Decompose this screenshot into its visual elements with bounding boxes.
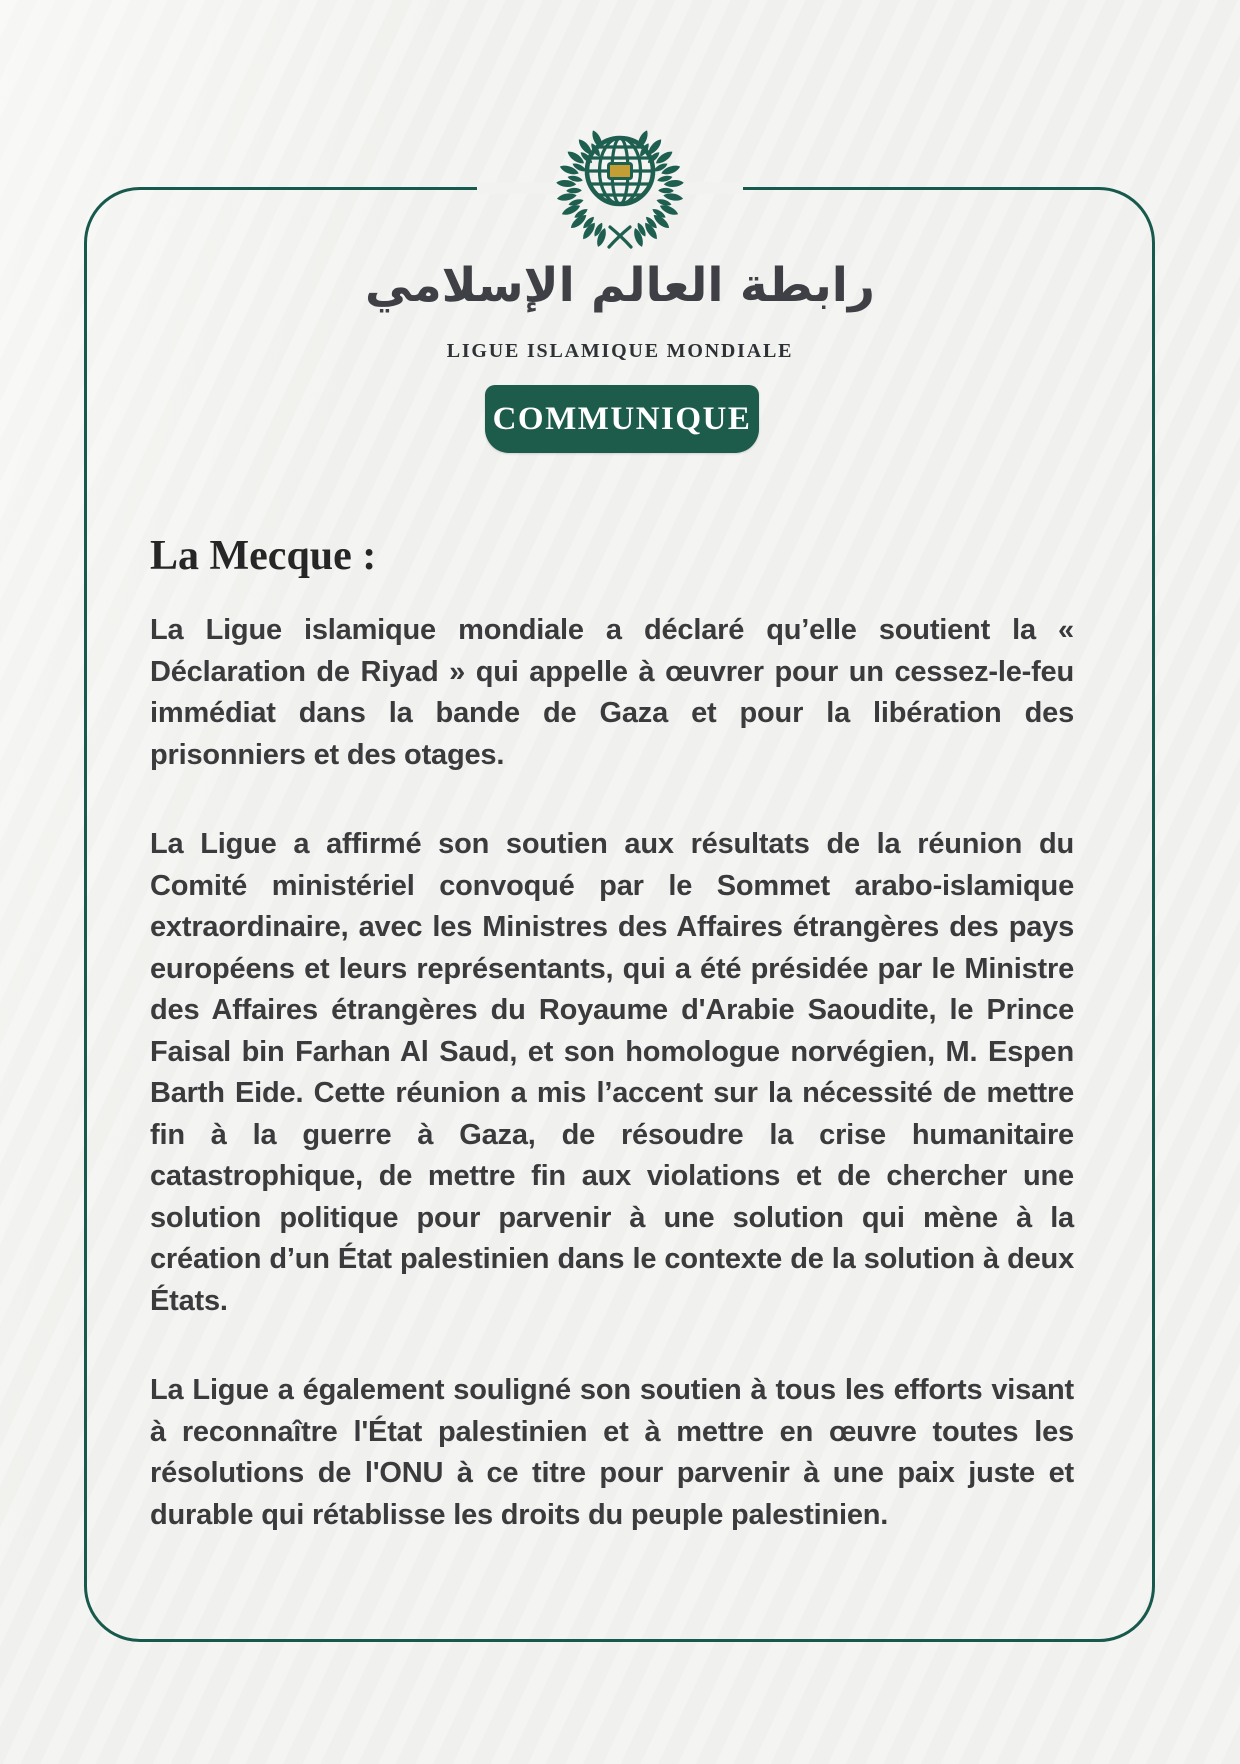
communique-badge-label: COMMUNIQUE xyxy=(492,400,752,437)
communique-badge xyxy=(485,385,759,453)
arabic-organization-name: رابطة العالم الإسلامي xyxy=(365,258,875,313)
document-body xyxy=(150,534,1074,1536)
organization-name: LIGUE ISLAMIQUE MONDIALE xyxy=(446,340,794,362)
globe-wreath-emblem-icon xyxy=(550,111,690,251)
paragraph-3: La Ligue a également souligné son soutien à tous les efforts visant à reconnaître l'État palestinien et à mettre en œuvre toutes les résolutions de l'ONU à ce titre pour parvenir à une paix juste et durable qui rétablisse les droits du peuple palestinien. xyxy=(150,1374,1074,1531)
paragraph-1: La Ligue islamique mondiale a déclaré qu’elle soutient la « Déclaration de Riyad » qui appelle à œuvrer pour un cessez-le-feu immédiat dans la bande de Gaza et pour la libération des prisonniers et des otages. xyxy=(150,614,1074,771)
paragraph-2: La Ligue a affirmé son soutien aux résultats de la réunion du Comité ministériel convoqué par le Sommet arabo-islamique extraordinaire, avec les Ministres des Affaires étrangères des pays européens et leurs représentants, qui a été présidée par le Ministre des Affaires étrangères du Royaume d'Arabie Saoudite, le Prince Faisal bin Farhan Al Saud, et son homologue norvégien, M. Espen Barth Eide. Cette réunion a mis l’accent sur la nécessité de mettre fin à la guerre à Gaza, de résoudre la crise humanitaire catastrophique, de mettre fin aux violations et de chercher une solution politique pour parvenir à une solution qui mène à la création d’un État palestinien dans le contexte de la solution à deux États. xyxy=(150,828,1074,1317)
dateline-heading: La Mecque : xyxy=(150,533,377,579)
